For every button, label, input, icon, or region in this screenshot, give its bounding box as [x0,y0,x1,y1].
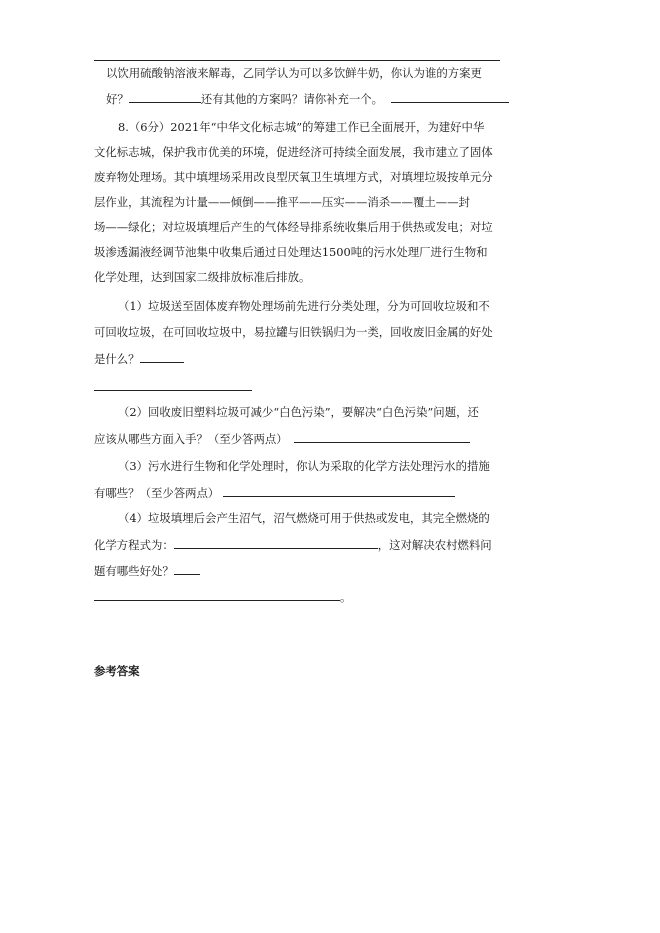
question-8-line: 文化标志城，保护我市优美的环境，促进经济可持续全面发展，我市建立了固体 [94,145,493,159]
subquestion-1-line: 可回收垃圾，在可回收垃圾中，易拉罐与旧铁锅归为一类，回收废旧金属的好处 [94,325,493,339]
answer-line [94,588,351,605]
question-8-line: 废弃物处理场。其中填埋场采用改良型厌氧卫生填埋方式，对填埋垃圾按单元分 [94,170,493,184]
text-fragment: 有哪些？（至少答两点） [94,486,220,500]
question-8-line: 化学处理，达到国家二级排放标准后排放。 [94,270,311,284]
answer-blank[interactable] [174,562,200,575]
subquestion-2-line [94,430,470,447]
subquestion-4-line: （4）垃圾填埋后会产生沼气，沼气燃烧可用于供热或发电，其完全燃烧的 [118,511,490,525]
subquestion-1-line: （1）垃圾送至固体废弃物处理场前先进行分类处理，分为可回收垃圾和不 [118,299,490,313]
answer-blank[interactable] [140,350,184,363]
answer-blank[interactable] [129,90,201,103]
text-fragment: 应该从哪些方面入手？（至少答两点） [94,432,288,446]
subquestion-3-line: （3）污水进行生物和化学处理时，你认为采取的化学方法处理污水的措施 [118,459,490,473]
text-fragment: 化学方程式为： [94,538,174,552]
answer-blank[interactable] [391,90,509,103]
answer-blank[interactable] [223,484,455,497]
subquestion-4-line [94,536,492,553]
text-fragment: 好？ [106,92,129,106]
question-8-line: 层作业，其流程为计量——倾倒——推平——压实——消杀——覆土——封 [94,195,470,209]
text-fragment: 是什么？ [94,352,140,366]
question-8-line: 场——绿化；对垃圾填埋后产生的气体经导排系统收集后用于供热或发电；对垃 [94,220,493,234]
question-8-line: 圾渗透漏液经调节池集中收集后通过日处理达1500吨的污水处理厂进行生物和 [94,245,488,259]
answer-line[interactable] [94,378,252,395]
subquestion-2-line: （2）回收废旧塑料垃圾可减少“白色污染”，要解决“白色污染”问题，还 [118,405,479,419]
end-mark: 。 [340,590,352,604]
answer-blank[interactable] [94,588,340,601]
subquestion-1-line [94,350,184,367]
subquestion-3-line [94,484,455,501]
top-divider [94,60,500,61]
subquestion-4-line [94,562,200,579]
text-fragment: ，这对解决农村燃料问 [377,538,492,552]
equation-blank[interactable] [174,536,378,549]
answer-blank[interactable] [294,430,470,443]
text-fragment: 还有其他的方案吗？请你补充一个。 [200,92,384,106]
question-8-line: 8.（6分）2021年“中华文化标志城”的筹建工作已全面展开，为建好中华 [118,120,485,134]
text-line: 以饮用硫酸钠溶液来解毒，乙同学认为可以多饮鲜牛奶，你认为谁的方案更 [106,66,482,80]
text-line [106,90,509,107]
text-fragment: 题有哪些好处？ [94,564,174,578]
answer-heading: 参考答案 [94,664,140,678]
